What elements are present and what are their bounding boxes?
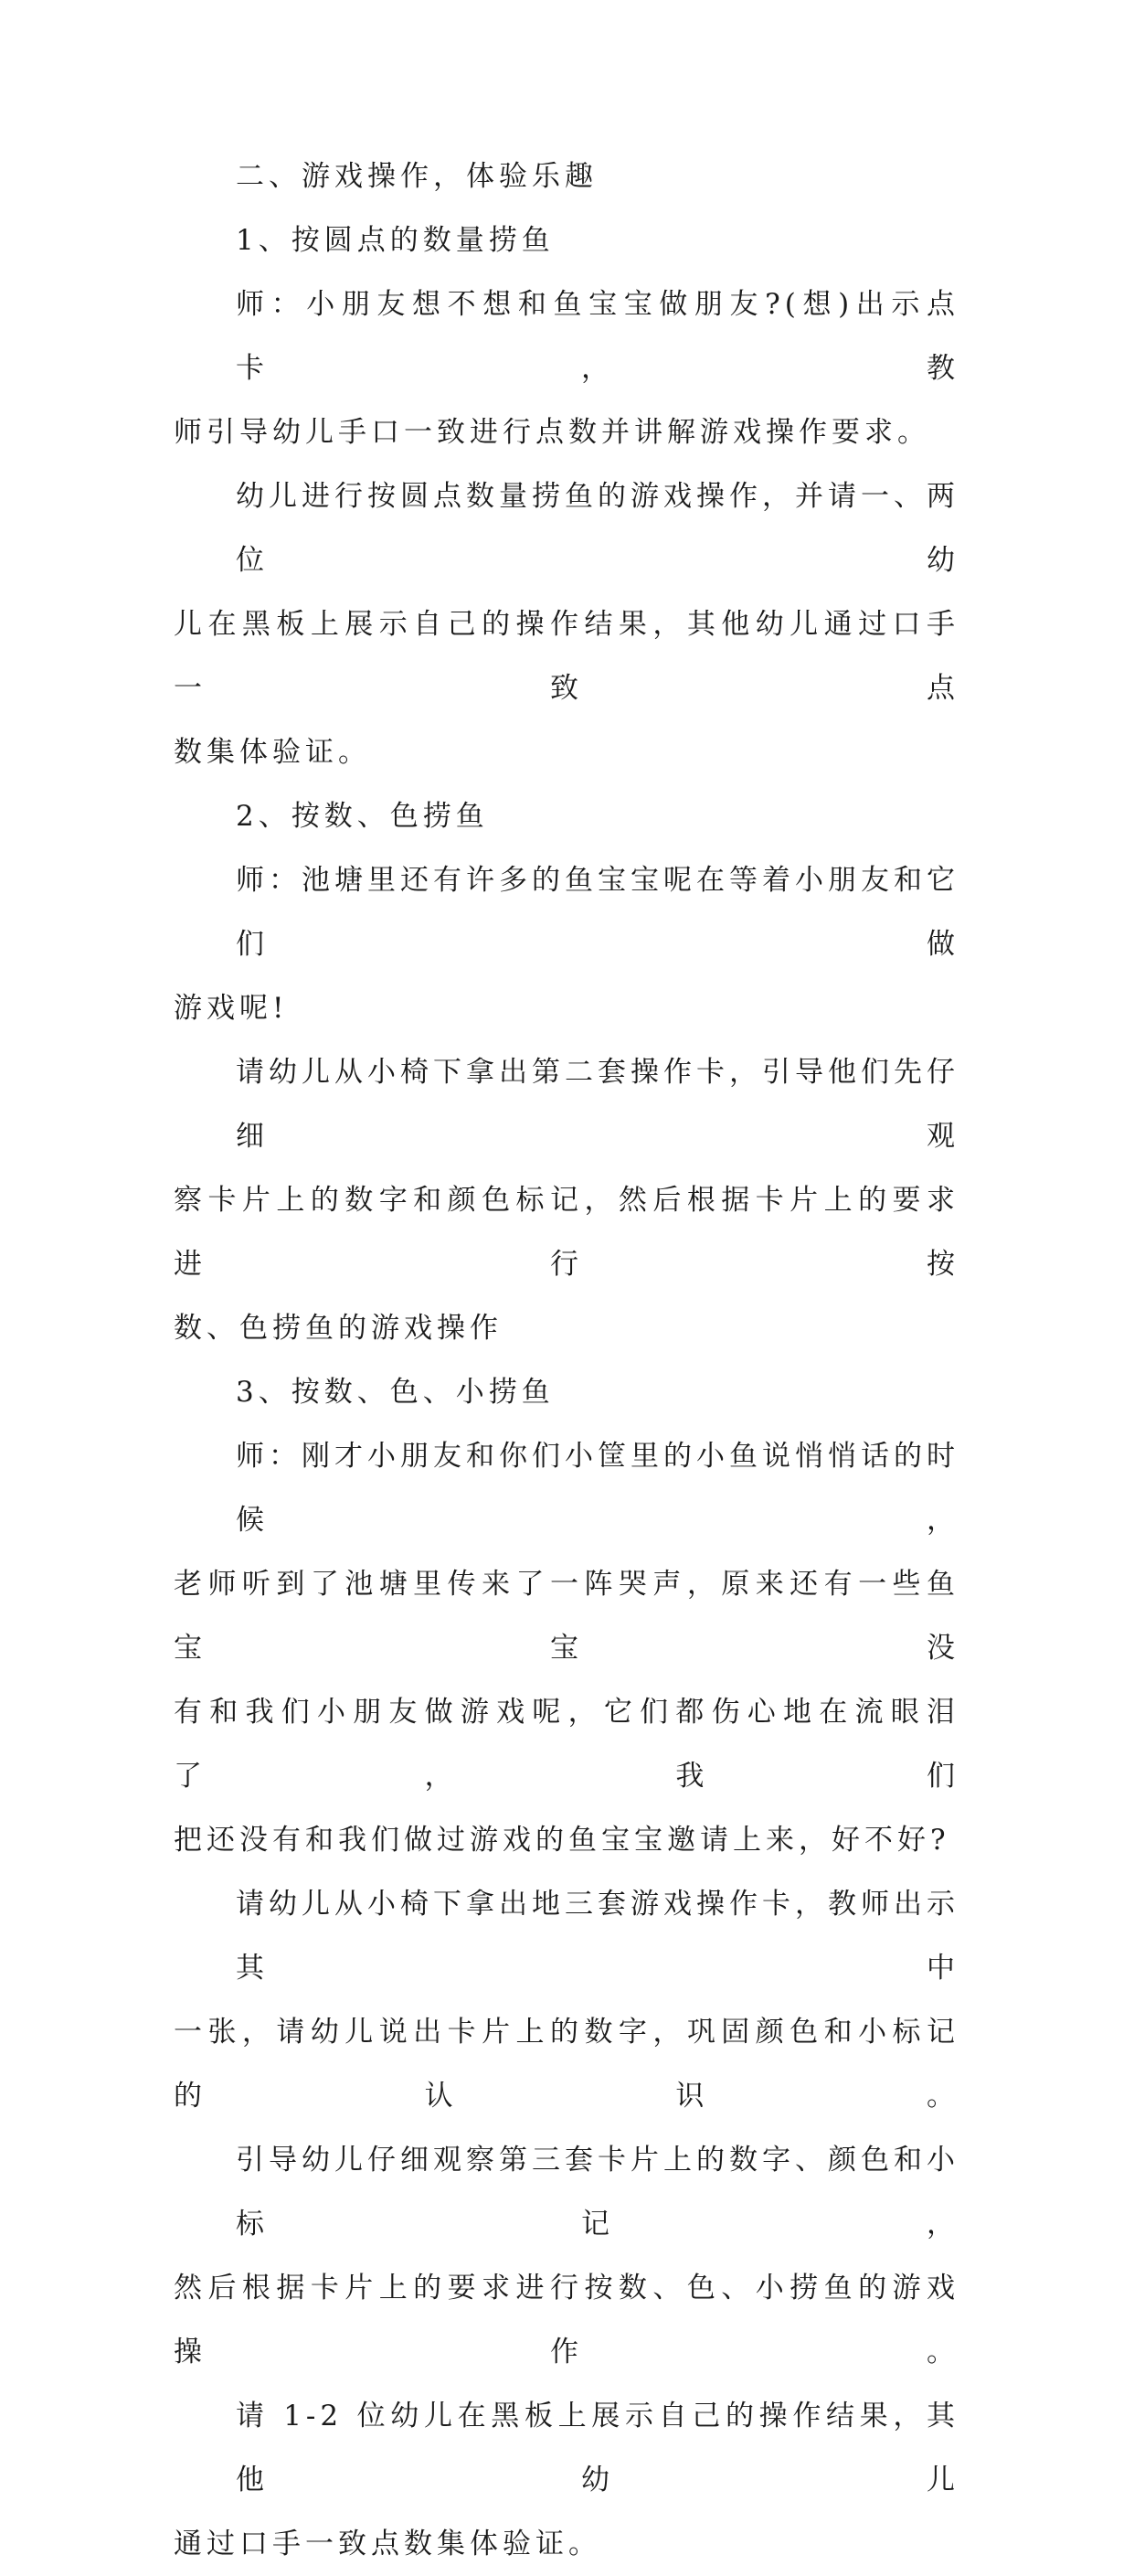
text-line: 师：池塘里还有许多的鱼宝宝呢在等着小朋友和它们做 — [236, 864, 959, 961]
text-line: 然后根据卡片上的要求进行按数、色、小捞鱼的游戏操作。 — [174, 2272, 959, 2368]
subsection-heading: 2、按数、色捞鱼 — [236, 800, 489, 833]
text-line: 请幼儿从小椅下拿出第二套操作卡，引导他们先仔细观 — [236, 1056, 959, 1153]
text-line: 幼儿进行按圆点数量捞鱼的游戏操作，并请一、两位幼 — [236, 480, 959, 577]
text-line: 通过口手一致点数集体验证。 — [174, 2528, 601, 2560]
section-heading: 二、游戏操作，体验乐趣 — [236, 160, 598, 193]
text-line: 数集体验证。 — [174, 736, 371, 769]
text-line: 师：小朋友想不想和鱼宝宝做朋友?(想)出示点卡，教 — [236, 288, 959, 385]
subsection-heading: 3、按数、色、小捞鱼 — [236, 1376, 555, 1409]
text-line: 师引导幼儿手口一致进行点数并讲解游戏操作要求。 — [174, 416, 930, 449]
text-line: 儿在黑板上展示自己的操作结果，其他幼儿通过口手一致点 — [174, 608, 959, 705]
text-line: 一张，请幼儿说出卡片上的数字，巩固颜色和小标记的认识。 — [174, 2016, 959, 2113]
text-line: 游戏呢! — [174, 992, 289, 1025]
text-line: 请幼儿从小椅下拿出地三套游戏操作卡，教师出示其中 — [236, 1888, 959, 1985]
text-line: 请 1-2 位幼儿在黑板上展示自己的操作结果，其他幼儿 — [236, 2400, 959, 2496]
subsection-heading: 1、按圆点的数量捞鱼 — [236, 224, 555, 257]
text-line: 数、色捞鱼的游戏操作 — [174, 1312, 503, 1345]
document-body — [174, 144, 959, 2576]
text-line: 师：刚才小朋友和你们小筐里的小鱼说悄悄话的时候， — [236, 1440, 959, 1537]
text-line: 老师听到了池塘里传来了一阵哭声，原来还有一些鱼宝宝没 — [174, 1568, 959, 1665]
text-line: 引导幼儿仔细观察第三套卡片上的数字、颜色和小标记， — [236, 2144, 959, 2241]
text-line: 察卡片上的数字和颜色标记，然后根据卡片上的要求进行按 — [174, 1184, 959, 1281]
text-line: 有和我们小朋友做游戏呢，它们都伤心地在流眼泪了，我们 — [174, 1696, 959, 1793]
text-line: 把还没有和我们做过游戏的鱼宝宝邀请上来，好不好? — [174, 1824, 950, 1857]
